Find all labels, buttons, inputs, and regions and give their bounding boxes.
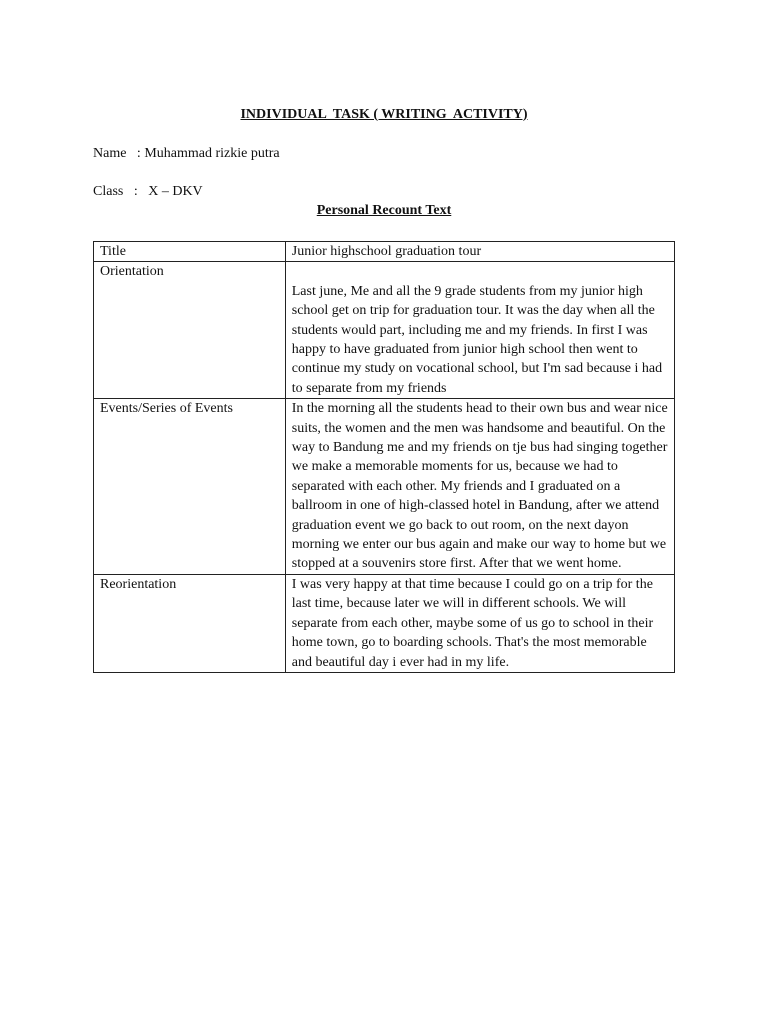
table-row-reorientation bbox=[94, 574, 675, 672]
table-row-events bbox=[94, 399, 675, 575]
row-content-title bbox=[285, 242, 674, 262]
row-label-reorientation: Reorientation bbox=[94, 574, 286, 672]
title-text: Junior highschool graduation tour bbox=[291, 244, 482, 259]
reorientation-text: I was very happy at that time because I could go on a trip for the last time, because later we will in different schools. We will separate from each other, maybe some of us go to school in their home town, go to boarding schools. That's the most memorable and beautiful day i ever had in my life. bbox=[291, 576, 654, 670]
events-text: In the morning all the students head to their own bus and wear nice suits, the women and the men was handsome and beautiful. On the way to Bandung me and my friends on tje bus had singing together we make a memorable moments for us, because we had to separated with each other. My friends and I graduated on a ballroom in one of high-classed hotel in Bandung, after we attend graduation event we go back to out room, on the next dayon morning we enter our bus again and make our way to home but we stopped at a souvenirs store first. After that we went home. bbox=[291, 401, 668, 572]
table-row-orientation bbox=[94, 262, 675, 399]
student-name-line: Name : Muhammad rizkie putra bbox=[93, 146, 280, 161]
row-content-reorientation bbox=[285, 574, 674, 672]
student-class-line: Class : X – DKV bbox=[93, 184, 203, 199]
row-content-orientation bbox=[285, 262, 674, 399]
row-content-events bbox=[285, 399, 674, 575]
orientation-text: Last june, Me and all the 9 grade students from my junior high school get on trip for graduation tour. It was the day when all the students would part, including me and my friends. In first I was happy to have graduated from junior high school then went to continue my study on vocational school, but I'm sad because i had to separate from my friends bbox=[291, 283, 663, 396]
row-label-title: Title bbox=[94, 242, 286, 262]
document-subheading: Personal Recount Text bbox=[316, 203, 452, 218]
row-label-orientation: Orientation bbox=[94, 262, 286, 399]
document-heading: INDIVIDUAL TASK ( WRITING ACTIVITY) bbox=[240, 107, 528, 122]
row-label-events: Events/Series of Events bbox=[94, 399, 286, 575]
recount-table bbox=[93, 241, 675, 673]
blank-line bbox=[292, 262, 668, 281]
table-row-title bbox=[94, 242, 675, 262]
